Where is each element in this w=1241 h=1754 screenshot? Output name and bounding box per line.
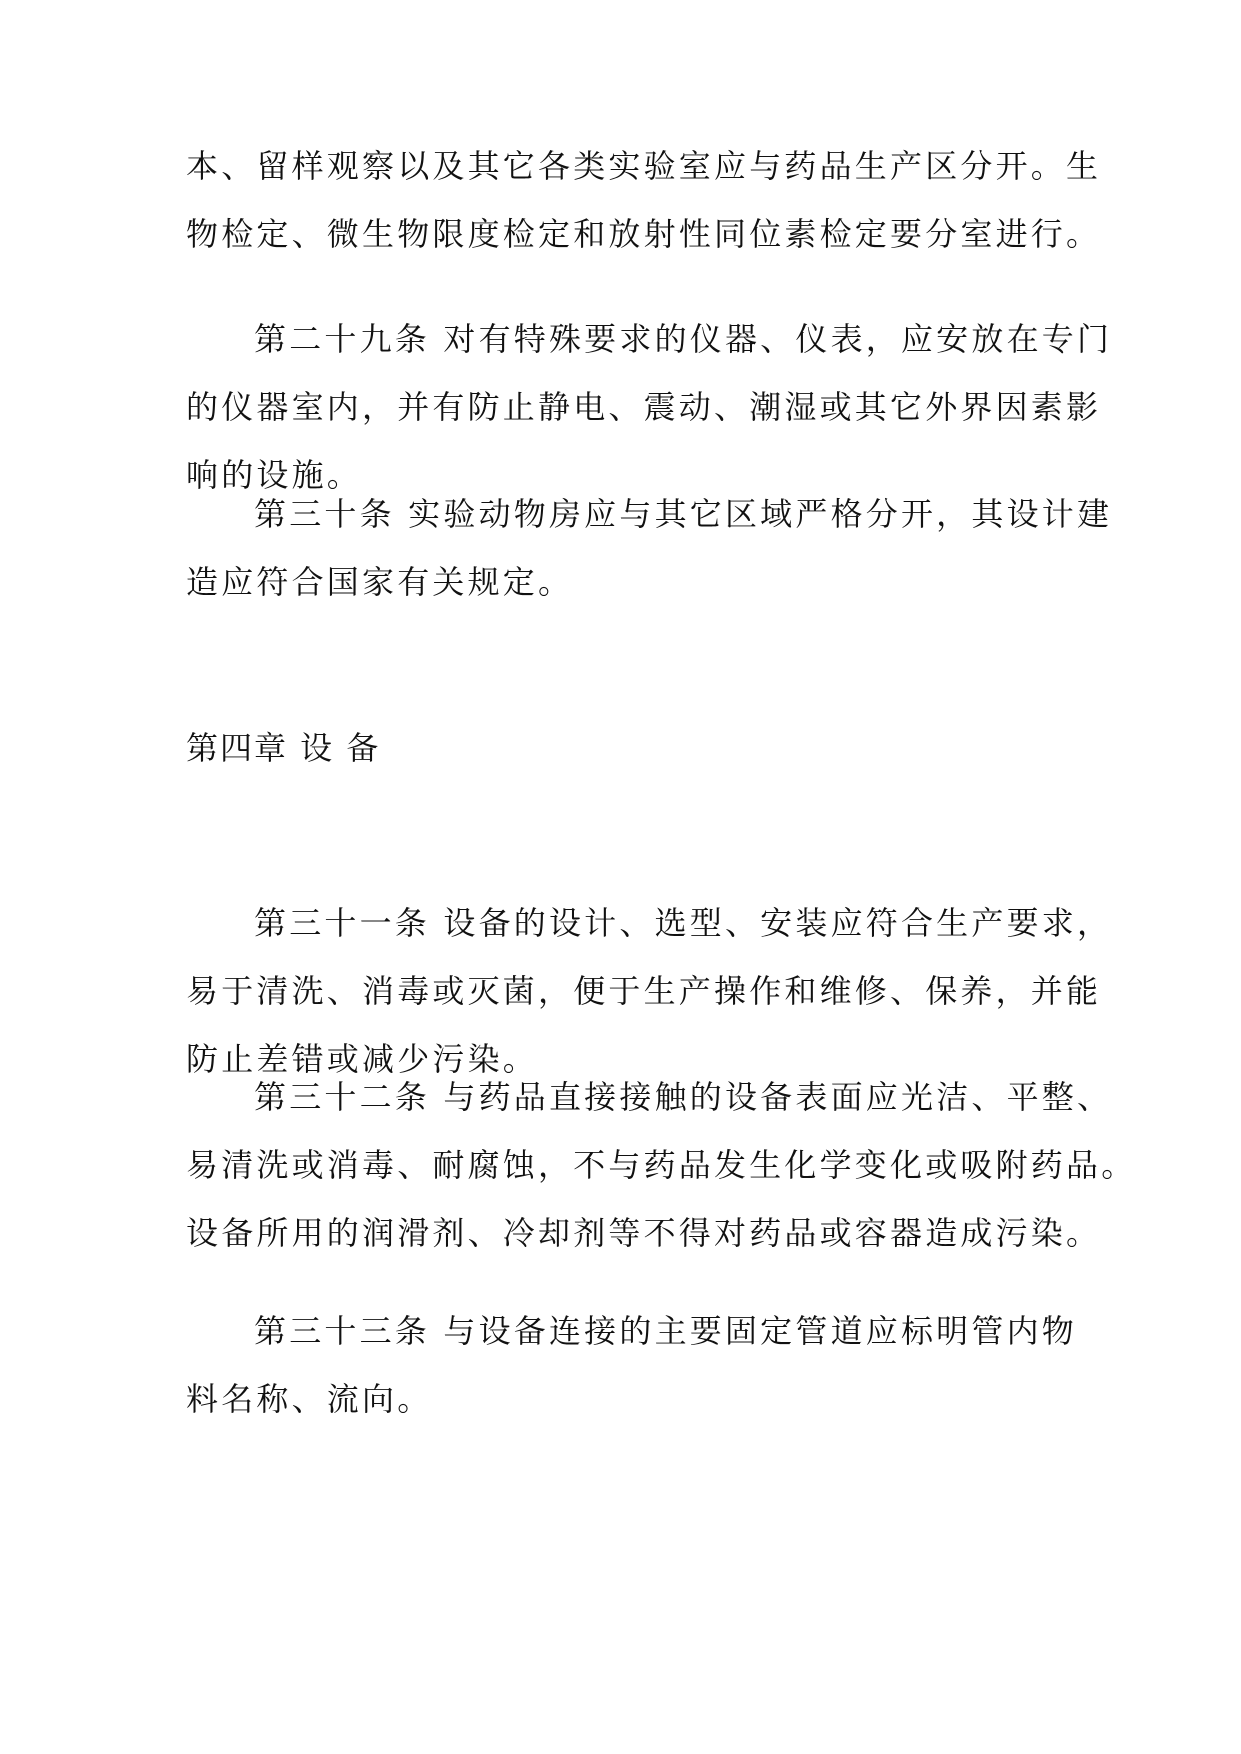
- article-32-paragraph: [186, 1063, 1137, 1267]
- text-line: 第二十九条 对有特殊要求的仪器、仪表，应安放在专门: [254, 320, 1113, 358]
- text-line: 响的设施。: [186, 456, 363, 494]
- article-29-paragraph: [186, 305, 1113, 509]
- text-line: 第三十三条 与设备连接的主要固定管道应标明管内物: [254, 1312, 1077, 1350]
- chapter-heading: [186, 714, 1056, 782]
- text-line: 本、留样观察以及其它各类实验室应与药品生产区分开。生: [186, 147, 1102, 185]
- text-line: 料名称、流向。: [186, 1380, 433, 1418]
- text-line: 防止差错或减少污染。: [186, 1040, 539, 1078]
- text-line: 物检定、微生物限度检定和放射性同位素检定要分室进行。: [186, 215, 1102, 253]
- article-30-paragraph: [186, 480, 1113, 616]
- article-33-paragraph: [186, 1297, 1077, 1433]
- continuation-paragraph: [186, 132, 1102, 268]
- text-line: 易清洗或消毒、耐腐蚀，不与药品发生化学变化或吸附药品。: [186, 1146, 1137, 1184]
- text-line: 造应符合国家有关规定。: [186, 563, 574, 601]
- text-line: 第三十条 实验动物房应与其它区域严格分开，其设计建: [254, 495, 1113, 533]
- text-line: 的仪器室内，并有防止静电、震动、潮湿或其它外界因素影: [186, 388, 1102, 426]
- chapter-title: 第四章 设 备: [186, 729, 381, 767]
- text-line: 第三十一条 设备的设计、选型、安装应符合生产要求，: [254, 904, 1113, 942]
- text-line: 第三十二条 与药品直接接触的设备表面应光洁、平整、: [254, 1078, 1113, 1116]
- text-line: 设备所用的润滑剂、冷却剂等不得对药品或容器造成污染。: [186, 1214, 1102, 1252]
- text-line: 易于清洗、消毒或灭菌，便于生产操作和维修、保养，并能: [186, 972, 1102, 1010]
